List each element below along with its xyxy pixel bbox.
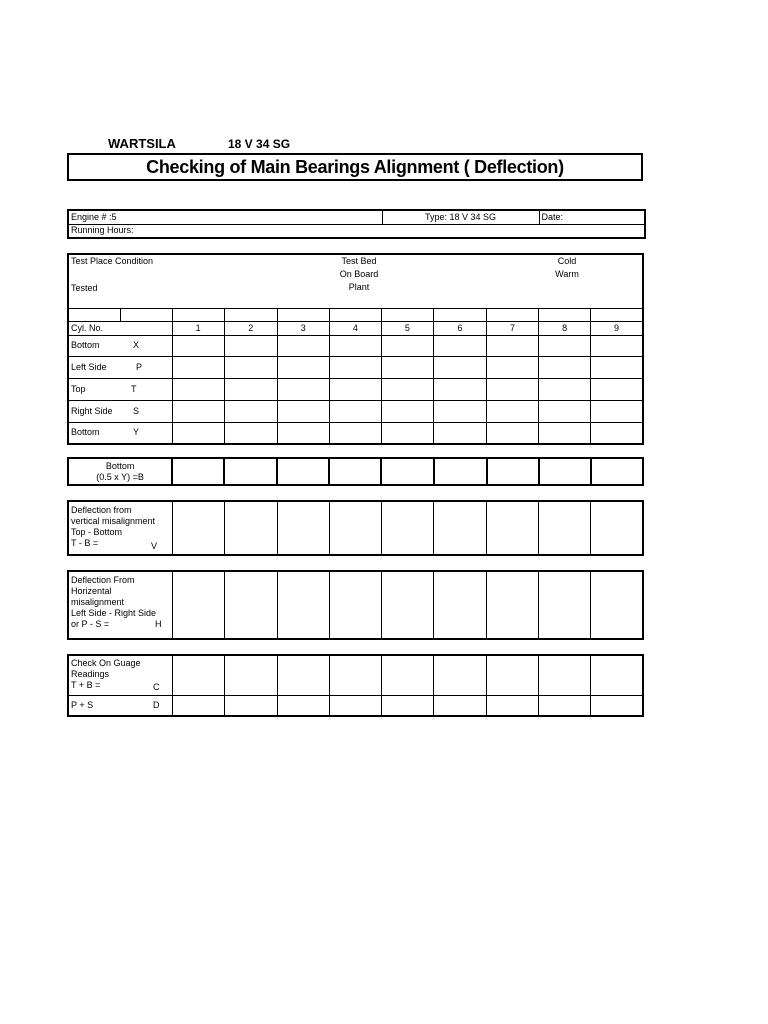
value-cell[interactable] bbox=[591, 655, 643, 695]
spacer-cell bbox=[487, 308, 539, 321]
engine-type: Type: 18 V 34 SG bbox=[382, 210, 539, 224]
spacer-cell bbox=[329, 308, 381, 321]
value-cell[interactable] bbox=[487, 695, 539, 716]
value-cell[interactable] bbox=[224, 378, 277, 400]
bottom-average-line: Bottom bbox=[105, 460, 135, 471]
bottom-average-formula: (0.5 x Y) =B bbox=[96, 471, 144, 482]
reading-code: T bbox=[131, 383, 137, 394]
vertical-code: V bbox=[151, 541, 158, 551]
horizontal-deflection-label bbox=[68, 571, 172, 639]
horizontal-line-2: Horizental bbox=[71, 586, 112, 596]
vertical-line-3: Top - Bottom bbox=[71, 527, 123, 537]
value-cell[interactable] bbox=[434, 695, 487, 716]
horizontal-line-5: or P - S = bbox=[71, 619, 110, 629]
value-cell[interactable] bbox=[277, 695, 329, 716]
test-bed-label: Test Bed bbox=[341, 256, 377, 266]
reading-row bbox=[68, 400, 643, 422]
gauge-code-d: D bbox=[153, 699, 160, 710]
engine-model: 18 V 34 SG bbox=[228, 137, 291, 151]
value-cell[interactable] bbox=[487, 458, 539, 485]
value-cell[interactable] bbox=[487, 571, 539, 639]
value-cell[interactable] bbox=[591, 458, 643, 485]
value-cell[interactable] bbox=[277, 571, 329, 639]
value-cell[interactable] bbox=[329, 400, 381, 422]
reading-name: Right Side bbox=[71, 405, 113, 416]
gauge-line-4: P + S bbox=[71, 699, 94, 710]
value-cell[interactable] bbox=[329, 458, 381, 485]
value-cell[interactable] bbox=[434, 501, 487, 555]
value-cell[interactable] bbox=[224, 356, 277, 378]
value-cell[interactable] bbox=[591, 378, 643, 400]
value-cell[interactable] bbox=[277, 422, 329, 444]
value-cell[interactable] bbox=[381, 571, 433, 639]
readings-table bbox=[67, 253, 644, 445]
value-cell[interactable] bbox=[277, 655, 329, 695]
spacer-cell bbox=[68, 308, 120, 321]
value-cell[interactable] bbox=[381, 501, 433, 555]
vertical-deflection-label bbox=[68, 501, 172, 555]
cylinder-number: 1 bbox=[172, 321, 224, 335]
spacer-cell bbox=[120, 308, 172, 321]
value-cell[interactable] bbox=[224, 695, 277, 716]
value-cell[interactable] bbox=[172, 422, 224, 444]
cylinder-number: 9 bbox=[591, 321, 643, 335]
value-cell[interactable] bbox=[487, 422, 539, 444]
vertical-line-4: T - B = bbox=[71, 538, 99, 548]
reading-name: Bottom bbox=[71, 340, 100, 350]
value-cell[interactable] bbox=[539, 422, 591, 444]
reading-row bbox=[68, 378, 643, 400]
reading-label-cell bbox=[68, 400, 172, 422]
engine-number: Engine # :5 bbox=[68, 210, 382, 224]
reading-label-cell bbox=[68, 356, 172, 378]
value-cell[interactable] bbox=[381, 422, 433, 444]
value-cell[interactable] bbox=[539, 655, 591, 695]
value-cell[interactable] bbox=[539, 695, 591, 716]
value-cell[interactable] bbox=[434, 458, 487, 485]
cylinder-number-row bbox=[68, 321, 643, 335]
gauge-check-ps-label bbox=[68, 695, 172, 716]
gauge-code-c: C bbox=[153, 682, 160, 692]
spacer-cell bbox=[277, 308, 329, 321]
bottom-average-table bbox=[67, 457, 644, 486]
value-cell[interactable] bbox=[381, 458, 433, 485]
gauge-check-table bbox=[67, 654, 644, 717]
value-cell[interactable] bbox=[591, 695, 643, 716]
value-cell[interactable] bbox=[487, 335, 539, 356]
cylinder-number: 6 bbox=[433, 321, 486, 335]
value-cell[interactable] bbox=[224, 571, 277, 639]
value-cell[interactable] bbox=[591, 335, 643, 356]
value-cell[interactable] bbox=[591, 501, 643, 555]
value-cell[interactable] bbox=[487, 655, 539, 695]
value-cell[interactable] bbox=[539, 458, 591, 485]
gauge-line-2: Readings bbox=[71, 669, 110, 679]
value-cell[interactable] bbox=[329, 695, 381, 716]
spacer-cell bbox=[381, 308, 433, 321]
value-cell[interactable] bbox=[381, 655, 433, 695]
cylinder-number: 5 bbox=[381, 321, 433, 335]
value-cell[interactable] bbox=[433, 356, 486, 378]
value-cell[interactable] bbox=[329, 422, 381, 444]
horizontal-line-3: misalignment bbox=[71, 597, 125, 607]
vertical-deflection-table bbox=[67, 500, 644, 556]
gauge-line-1: Check On Guage bbox=[71, 658, 141, 668]
spacer-cell bbox=[172, 308, 224, 321]
test-place-condition-label: Test Place Condition bbox=[71, 256, 154, 266]
value-cell[interactable] bbox=[172, 571, 224, 639]
value-cell[interactable] bbox=[172, 655, 224, 695]
horizontal-deflection-table bbox=[67, 570, 644, 640]
plant-label: Plant bbox=[348, 282, 370, 292]
horizontal-line-1: Deflection From bbox=[71, 575, 135, 585]
value-cell[interactable] bbox=[172, 458, 224, 485]
value-cell[interactable] bbox=[172, 695, 224, 716]
reading-row bbox=[68, 335, 643, 356]
title-box bbox=[67, 153, 643, 181]
value-cell[interactable] bbox=[381, 356, 433, 378]
reading-code: P bbox=[136, 361, 143, 372]
cylinder-number: 7 bbox=[487, 321, 539, 335]
horizontal-line-4: Left Side - Right Side bbox=[71, 608, 157, 618]
cylinder-label: Cyl. No. bbox=[68, 321, 172, 335]
value-cell[interactable] bbox=[433, 422, 486, 444]
page-title: Checking of Main Bearings Alignment ( Deflection) bbox=[146, 156, 564, 177]
reading-code: Y bbox=[133, 427, 140, 438]
on-board-label: On Board bbox=[339, 269, 379, 279]
reading-name: Left Side bbox=[71, 361, 107, 372]
running-hours: Running Hours: bbox=[68, 224, 645, 238]
value-cell[interactable] bbox=[487, 400, 539, 422]
value-cell[interactable] bbox=[539, 378, 591, 400]
value-cell[interactable] bbox=[539, 571, 591, 639]
cold-label: Cold bbox=[557, 256, 577, 266]
value-cell[interactable] bbox=[487, 378, 539, 400]
cylinder-number: 4 bbox=[329, 321, 381, 335]
reading-label-cell bbox=[68, 335, 172, 356]
value-cell[interactable] bbox=[277, 400, 329, 422]
warm-label: Warm bbox=[555, 269, 579, 279]
value-cell[interactable] bbox=[433, 378, 486, 400]
vertical-line-2: vertical misalignment bbox=[71, 516, 156, 526]
value-cell[interactable] bbox=[487, 501, 539, 555]
value-cell[interactable] bbox=[277, 501, 329, 555]
tested-label: Tested bbox=[71, 283, 98, 293]
value-cell[interactable] bbox=[539, 501, 591, 555]
value-cell[interactable] bbox=[591, 422, 643, 444]
value-cell[interactable] bbox=[433, 400, 486, 422]
value-cell[interactable] bbox=[224, 422, 277, 444]
value-cell[interactable] bbox=[277, 458, 329, 485]
value-cell[interactable] bbox=[329, 655, 381, 695]
cylinder-number: 3 bbox=[277, 321, 329, 335]
reading-name: Bottom bbox=[71, 427, 100, 438]
reading-row bbox=[68, 356, 643, 378]
gauge-check-label bbox=[68, 655, 172, 695]
value-cell[interactable] bbox=[487, 356, 539, 378]
value-cell[interactable] bbox=[224, 655, 277, 695]
value-cell[interactable] bbox=[381, 400, 433, 422]
value-cell[interactable] bbox=[591, 571, 643, 639]
value-cell[interactable] bbox=[172, 356, 224, 378]
value-cell[interactable] bbox=[381, 378, 433, 400]
value-cell[interactable] bbox=[433, 335, 486, 356]
value-cell[interactable] bbox=[381, 695, 433, 716]
engine-info-table bbox=[67, 209, 646, 239]
condition-cell bbox=[68, 254, 643, 308]
brand-name: WARTSILA bbox=[108, 136, 176, 151]
spacer-cell bbox=[224, 308, 277, 321]
value-cell[interactable] bbox=[224, 400, 277, 422]
bottom-average-label bbox=[68, 458, 172, 485]
value-cell[interactable] bbox=[224, 335, 277, 356]
value-cell[interactable] bbox=[224, 458, 277, 485]
value-cell[interactable] bbox=[329, 378, 381, 400]
value-cell[interactable] bbox=[539, 356, 591, 378]
reading-code: S bbox=[133, 405, 140, 416]
value-cell[interactable] bbox=[434, 571, 487, 639]
value-cell[interactable] bbox=[539, 335, 591, 356]
value-cell[interactable] bbox=[381, 335, 433, 356]
reading-label-cell bbox=[68, 422, 172, 444]
vertical-line-1: Deflection from bbox=[71, 505, 132, 515]
condition-row bbox=[68, 254, 643, 308]
value-cell[interactable] bbox=[329, 571, 381, 639]
value-cell[interactable] bbox=[277, 335, 329, 356]
cylinder-number: 8 bbox=[539, 321, 591, 335]
value-cell[interactable] bbox=[172, 335, 224, 356]
value-cell[interactable] bbox=[434, 655, 487, 695]
spacer-cell bbox=[591, 308, 643, 321]
value-cell[interactable] bbox=[172, 501, 224, 555]
value-cell[interactable] bbox=[539, 400, 591, 422]
value-cell[interactable] bbox=[172, 378, 224, 400]
gauge-line-3: T + B = bbox=[71, 680, 101, 690]
value-cell[interactable] bbox=[591, 400, 643, 422]
reading-row bbox=[68, 422, 643, 444]
spacer-cell bbox=[433, 308, 486, 321]
value-cell[interactable] bbox=[329, 501, 381, 555]
reading-label-cell bbox=[68, 378, 172, 400]
spacer-row bbox=[68, 308, 643, 321]
spacer-cell bbox=[539, 308, 591, 321]
value-cell[interactable] bbox=[329, 335, 381, 356]
value-cell[interactable] bbox=[591, 356, 643, 378]
reading-name: Top bbox=[71, 383, 86, 394]
value-cell[interactable] bbox=[224, 501, 277, 555]
value-cell[interactable] bbox=[329, 356, 381, 378]
date-field: Date: bbox=[539, 210, 645, 224]
value-cell[interactable] bbox=[277, 356, 329, 378]
horizontal-code: H bbox=[155, 619, 162, 629]
value-cell[interactable] bbox=[172, 400, 224, 422]
value-cell[interactable] bbox=[277, 378, 329, 400]
cylinder-number: 2 bbox=[224, 321, 277, 335]
reading-code: X bbox=[133, 340, 140, 350]
